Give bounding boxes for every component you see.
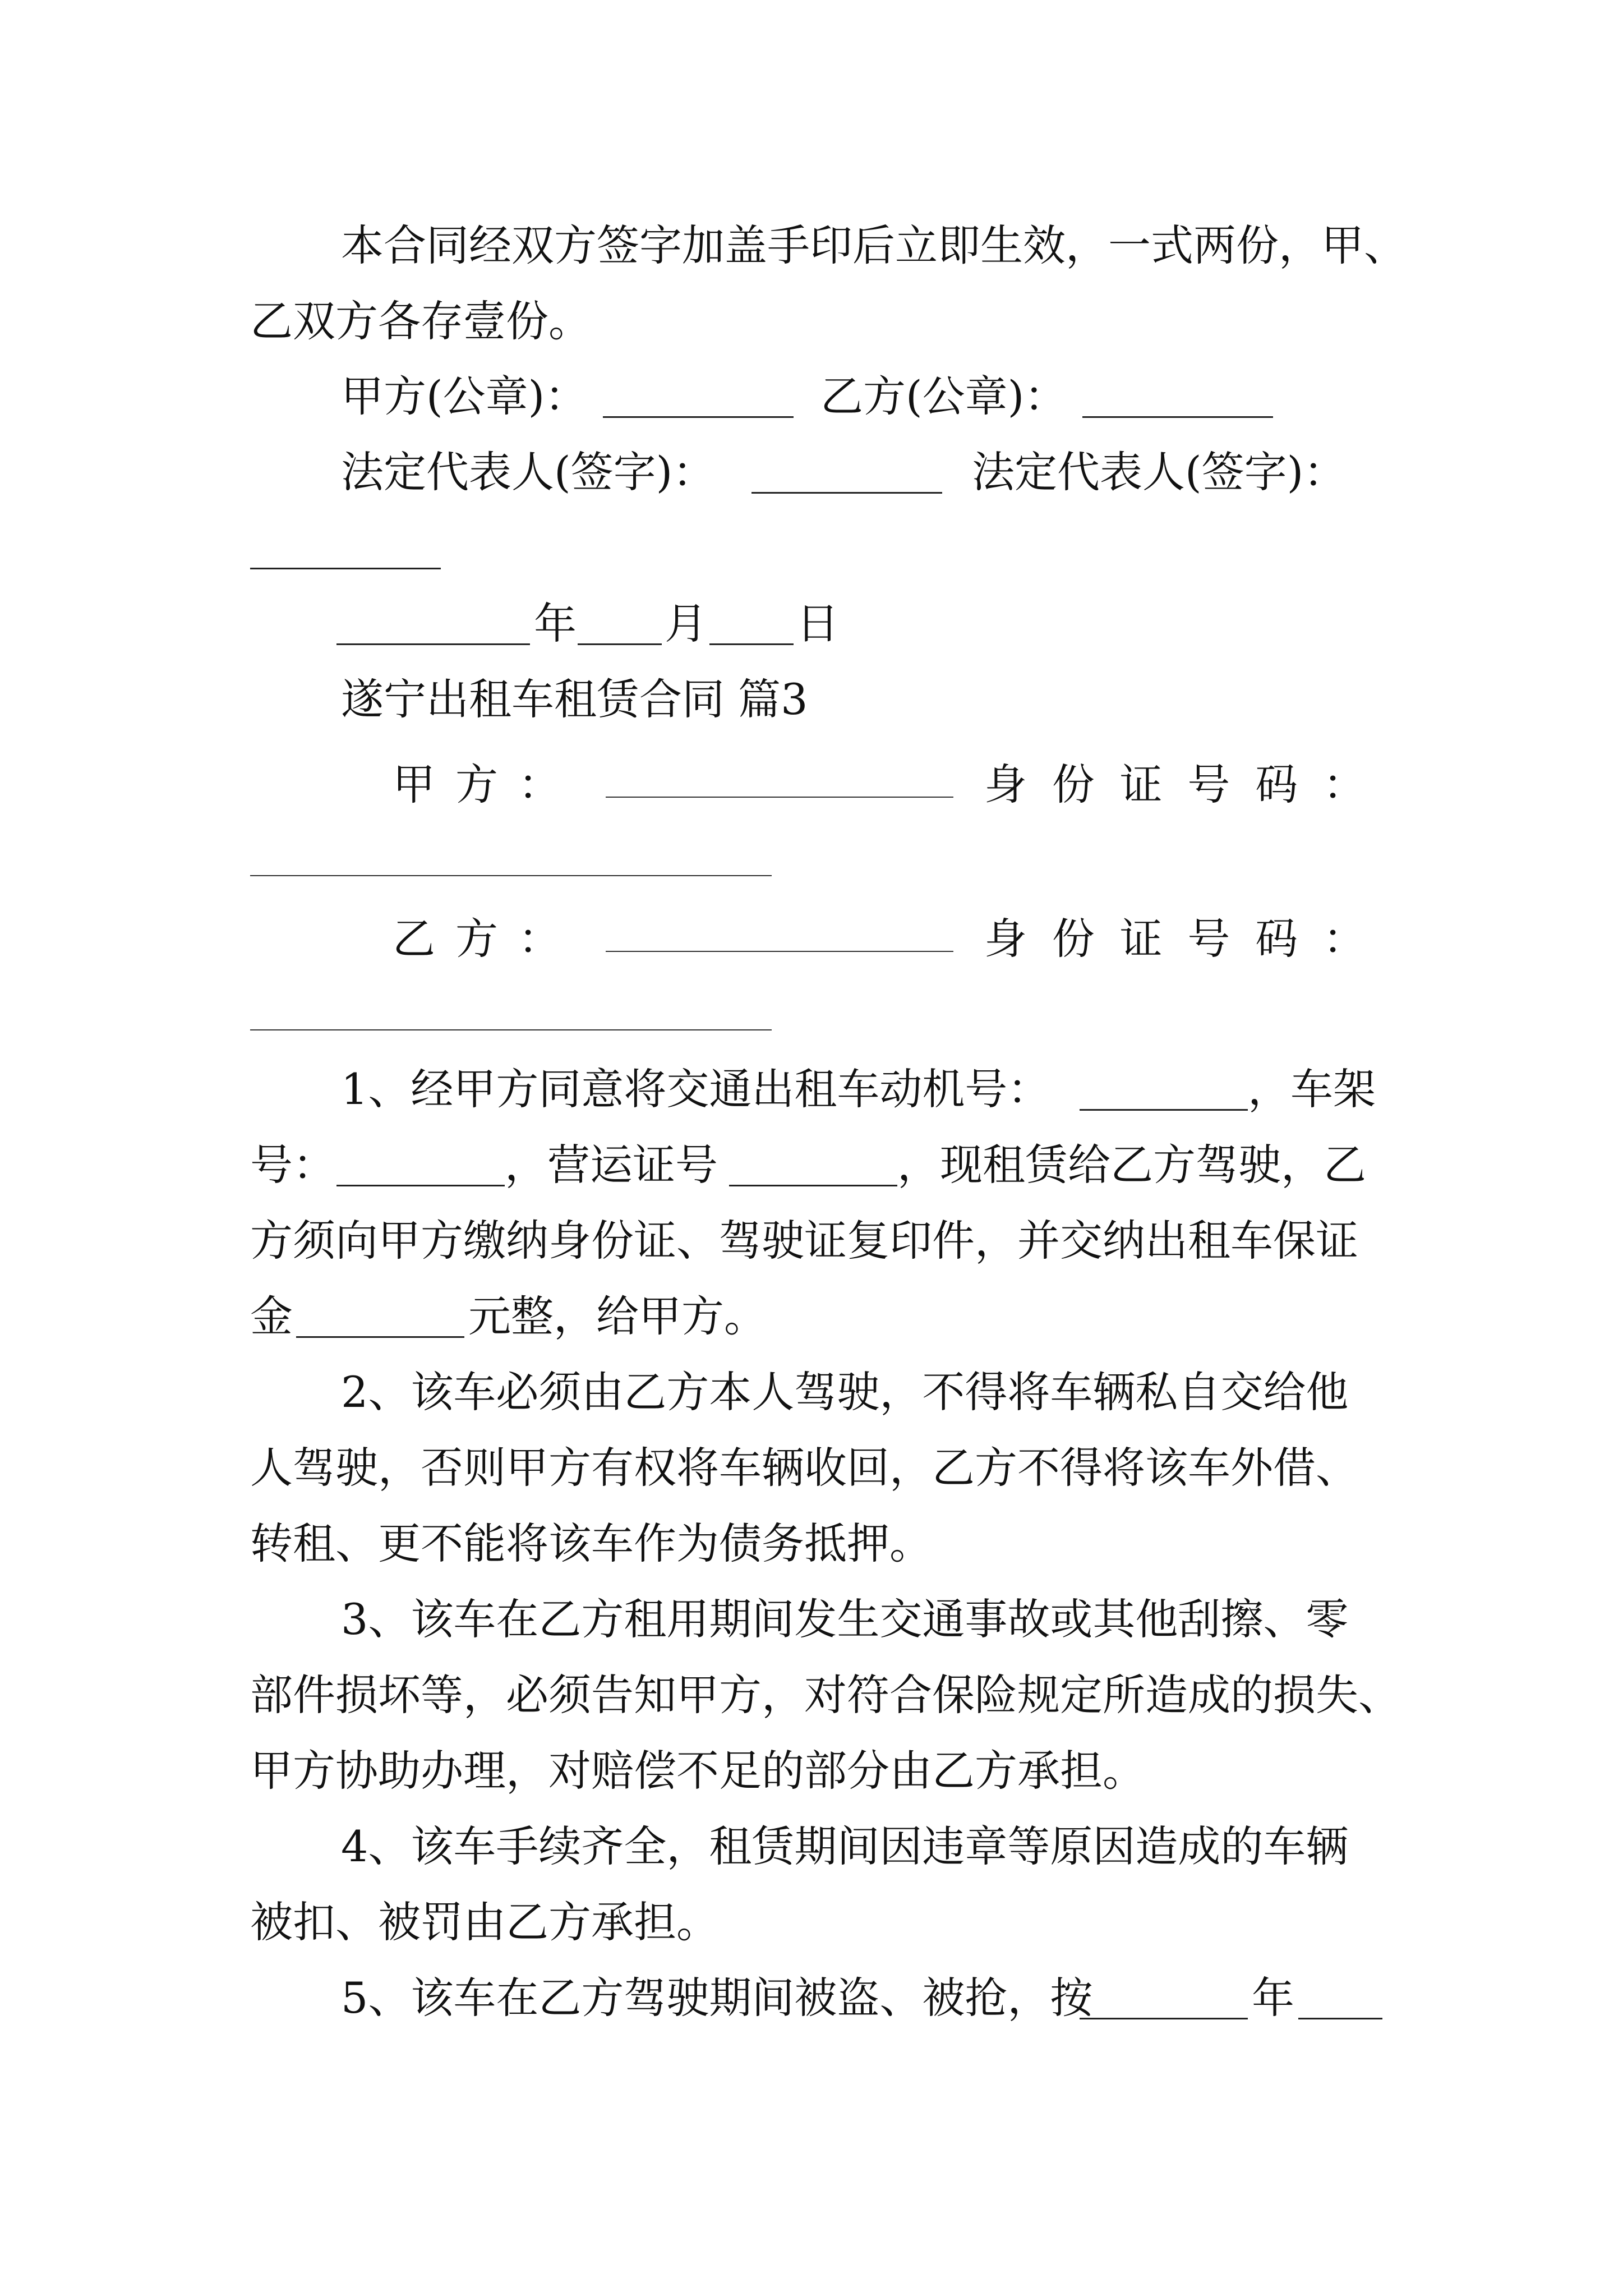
party-b-id-char-1: 身 <box>984 913 1027 964</box>
clause-2-line-3: 转租、更不能将该车作为债务抵押。 <box>250 1519 932 1568</box>
party-b-id-label <box>984 904 1366 966</box>
clause-3-line-1: 3、该车在乙方租用期间发生交通事故或其他刮擦、零 <box>341 1594 1349 1644</box>
party-a-blank <box>606 797 953 798</box>
party-b-seal-label: 乙方(公章)： <box>820 371 1067 421</box>
date-month-label: 月 <box>665 599 707 648</box>
party-a-id-char-2: 份 <box>1052 759 1095 809</box>
rep-b-blank <box>250 568 441 569</box>
clause-1-line-2c: ，现租赁给乙方驾驶，乙 <box>897 1140 1366 1190</box>
party-b-id-char-5: 码 <box>1255 913 1298 964</box>
party-a-seal-label: 甲方(公章)： <box>341 371 588 421</box>
deposit-amount-blank <box>296 1336 464 1338</box>
party-a-char-3: ： <box>518 759 561 809</box>
clause-5-line-1a: 5、该车在乙方驾驶期间被盗、被抢，按 <box>341 1973 1093 2023</box>
party-a-char-1: 甲 <box>393 759 435 809</box>
party-a-id-char-1: 身 <box>984 759 1027 809</box>
party-a-label <box>393 750 561 812</box>
party-a-id-char-3: 证 <box>1119 759 1163 809</box>
clause-3-line-2: 部件损坏等，必须告知甲方，对符合保险规定所造成的损失、 <box>250 1670 1401 1720</box>
clause-3-line-3: 甲方协助办理，对赔偿不足的部分由乙方承担。 <box>250 1746 1145 1796</box>
rep-a-blank <box>751 492 942 494</box>
party-b-char-3: ： <box>518 913 561 964</box>
party-b-char-2: 方 <box>455 913 498 964</box>
party-b-id-blank <box>250 1029 772 1030</box>
clause-2-line-2: 人驾驶，否则甲方有权将车辆收回，乙方不得将该车外借、 <box>250 1443 1358 1493</box>
party-a-id-char-6: ： <box>1322 759 1366 809</box>
party-a-char-2: 方 <box>455 759 498 809</box>
party-a-id-blank <box>250 875 772 876</box>
clause-4-line-2: 被扣、被罚由乙方承担。 <box>250 1897 719 1947</box>
frame-number-blank <box>336 1185 505 1186</box>
party-b-id-char-4: 号 <box>1187 913 1230 964</box>
clause-1-line-4a: 金 <box>250 1291 293 1341</box>
clause-4-line-1: 4、该车手续齐全，租赁期间因违章等原因造成的车辆 <box>341 1821 1349 1871</box>
section-title: 遂宁出租车租赁合同 篇3 <box>341 674 808 724</box>
date-year-blank <box>336 643 530 645</box>
clause-1-line-1a: 1、经甲方同意将交通出租车动机号： <box>341 1064 1050 1114</box>
clause-1-line-2b: ，营运证号 <box>505 1140 718 1190</box>
effect-line-1: 本合同经双方签字加盖手印后立即生效，一式两份，甲、 <box>341 220 1407 270</box>
party-a-id-char-5: 码 <box>1255 759 1298 809</box>
date-year-label: 年 <box>534 599 577 648</box>
clause-1-line-1b: ，车架 <box>1248 1064 1376 1114</box>
party-b-blank <box>606 951 953 952</box>
party-b-id-char-6: ： <box>1322 913 1366 964</box>
clause-1-line-2a: 号： <box>250 1140 335 1190</box>
party-b-id-char-2: 份 <box>1052 913 1095 964</box>
party-a-id-label <box>984 750 1366 812</box>
clause-5-line-1b: 年 <box>1252 1973 1294 2023</box>
clause-2-line-1: 2、该车必须由乙方本人驾驶，不得将车辆私自交给他 <box>341 1367 1349 1417</box>
party-b-char-1: 乙 <box>393 913 435 964</box>
date-day-label: 日 <box>796 599 839 648</box>
date-day-blank <box>709 643 794 645</box>
party-b-id-char-3: 证 <box>1119 913 1163 964</box>
clause-1-line-3: 方须向甲方缴纳身份证、驾驶证复印件，并交纳出租车保证 <box>250 1216 1358 1266</box>
clause-5-blank-1 <box>1080 2018 1248 2019</box>
clause-1-line-4b: 元整，给甲方。 <box>468 1291 767 1341</box>
effect-line-2: 乙双方各存壹份。 <box>250 296 591 346</box>
party-a-seal-blank <box>603 416 794 418</box>
permit-number-blank <box>729 1185 897 1186</box>
rep-a-label: 法定代表人(签字)： <box>341 447 716 497</box>
clause-5-blank-2 <box>1298 2018 1382 2019</box>
party-b-label <box>393 904 561 966</box>
party-a-id-char-4: 号 <box>1187 759 1230 809</box>
date-month-blank <box>578 643 662 645</box>
engine-number-blank <box>1080 1109 1248 1111</box>
party-b-seal-blank <box>1082 416 1273 418</box>
rep-b-label: 法定代表人(签字)： <box>972 447 1347 497</box>
